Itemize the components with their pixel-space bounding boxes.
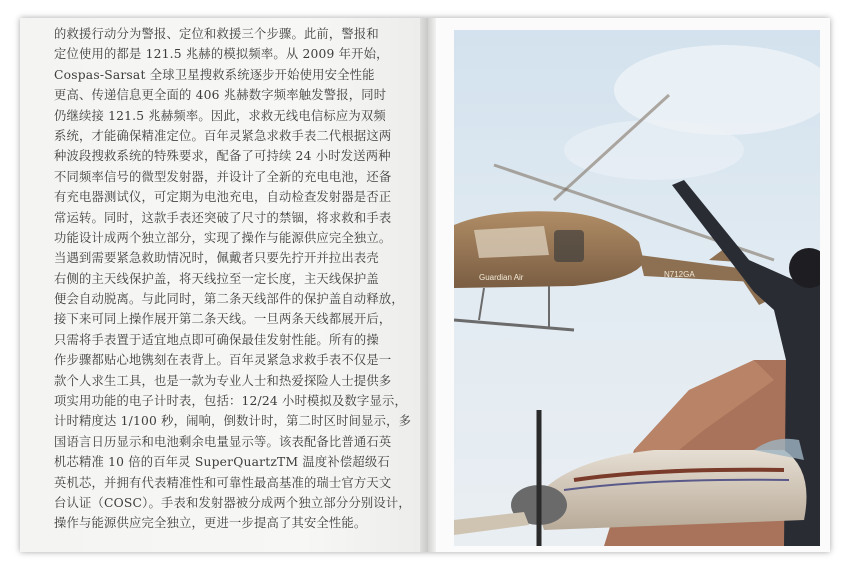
- photo-illustration: [454, 30, 820, 546]
- left-page: [20, 18, 428, 552]
- page-gutter: [420, 18, 436, 552]
- article-line: 国语言日历显示和电池剩余电量显示等。该表配备比普通石英: [54, 434, 392, 449]
- article-line: 有充电器测试仪，可定期为电池充电，自动检查发射器是否正: [54, 190, 392, 205]
- magazine-spread: [20, 18, 830, 552]
- article-line: 当遇到需要紧急救助情况时，佩戴者只要先拧开并拉出表壳: [54, 251, 379, 266]
- article-line: 更高、传递信息更全面的 406 兆赫数字频率触发警报，同时: [54, 88, 387, 103]
- article-line: 种波段搜救系统的特殊要求，配备了可持续 24 小时发送两种: [54, 149, 391, 164]
- article-line: 不同频率信号的微型发射器，并设计了全新的充电电池，还备: [54, 169, 392, 184]
- article-line: 定位使用的都是 121.5 兆赫的模拟频率。从 2009 年开始，: [54, 47, 389, 62]
- article-body: [54, 24, 416, 534]
- article-line: 仍继续接 121.5 兆赫频率。因此，求救无线电信标应为双频: [54, 108, 386, 123]
- article-line: 便会自动脱离。与此同时，第二条天线部件的保护盖自动释放，: [54, 292, 404, 307]
- article-line: 接下来可同上操作展开第二条天线。一旦两条天线都展开后，: [54, 312, 392, 327]
- article-line: 机芯精准 10 倍的百年灵 SuperQuartzTM 温度补偿超级石: [54, 455, 390, 470]
- article-line: 系统，才能确保精准定位。百年灵紧急求救手表二代根据这两: [54, 128, 392, 143]
- article-line: 作步骤都贴心地镌刻在表背上。百年灵紧急求救手表不仅是一: [54, 353, 392, 368]
- article-line: 英机芯，并拥有代表精准性和可靠性最高基准的瑞士官方天文: [54, 475, 392, 490]
- article-line: 的救援行动分为警报、定位和救援三个步骤。此前，警报和: [54, 27, 379, 41]
- helicopter-tail-number: N712GA: [664, 270, 695, 279]
- article-line: 台认证（COSC）。手表和发射器被分成两个独立部分分别设计，: [54, 495, 411, 510]
- article-line: 款个人求生工具，也是一款为专业人士和热爱探险人士提供多: [54, 373, 392, 388]
- helicopter-door-window: [554, 230, 584, 262]
- article-line: 右侧的主天线保护盖，将天线拉至一定长度，主天线保护盖: [54, 271, 379, 286]
- cloud: [564, 120, 744, 180]
- helicopter-photo: [454, 30, 820, 546]
- article-line: 操作与能源供应完全独立，更进一步提高了其安全性能。: [54, 516, 367, 531]
- article-line: 功能设计成两个独立部分，实现了操作与能源供应完全独立。: [54, 230, 392, 245]
- article-line: Cospas-Sarsat 全球卫星搜救系统逐步开始使用安全性能: [54, 67, 375, 82]
- article-line: 项实用功能的电子计时表，包括：12/24 小时模拟及数字显示，: [54, 394, 407, 409]
- helicopter-markings: Guardian Air: [479, 273, 524, 282]
- helicopter-window: [474, 226, 549, 258]
- article-line: 计时精度达 1/100 秒，闹响，倒数计时，第二时区时间显示，多: [54, 414, 412, 429]
- right-page: [436, 18, 830, 552]
- article-line: 只需将手表置于适宜地点即可确保最佳发射性能。所有的操: [54, 332, 379, 347]
- article-line: 常运转。同时，这款手表还突破了尺寸的禁锢，将求救和手表: [54, 210, 392, 225]
